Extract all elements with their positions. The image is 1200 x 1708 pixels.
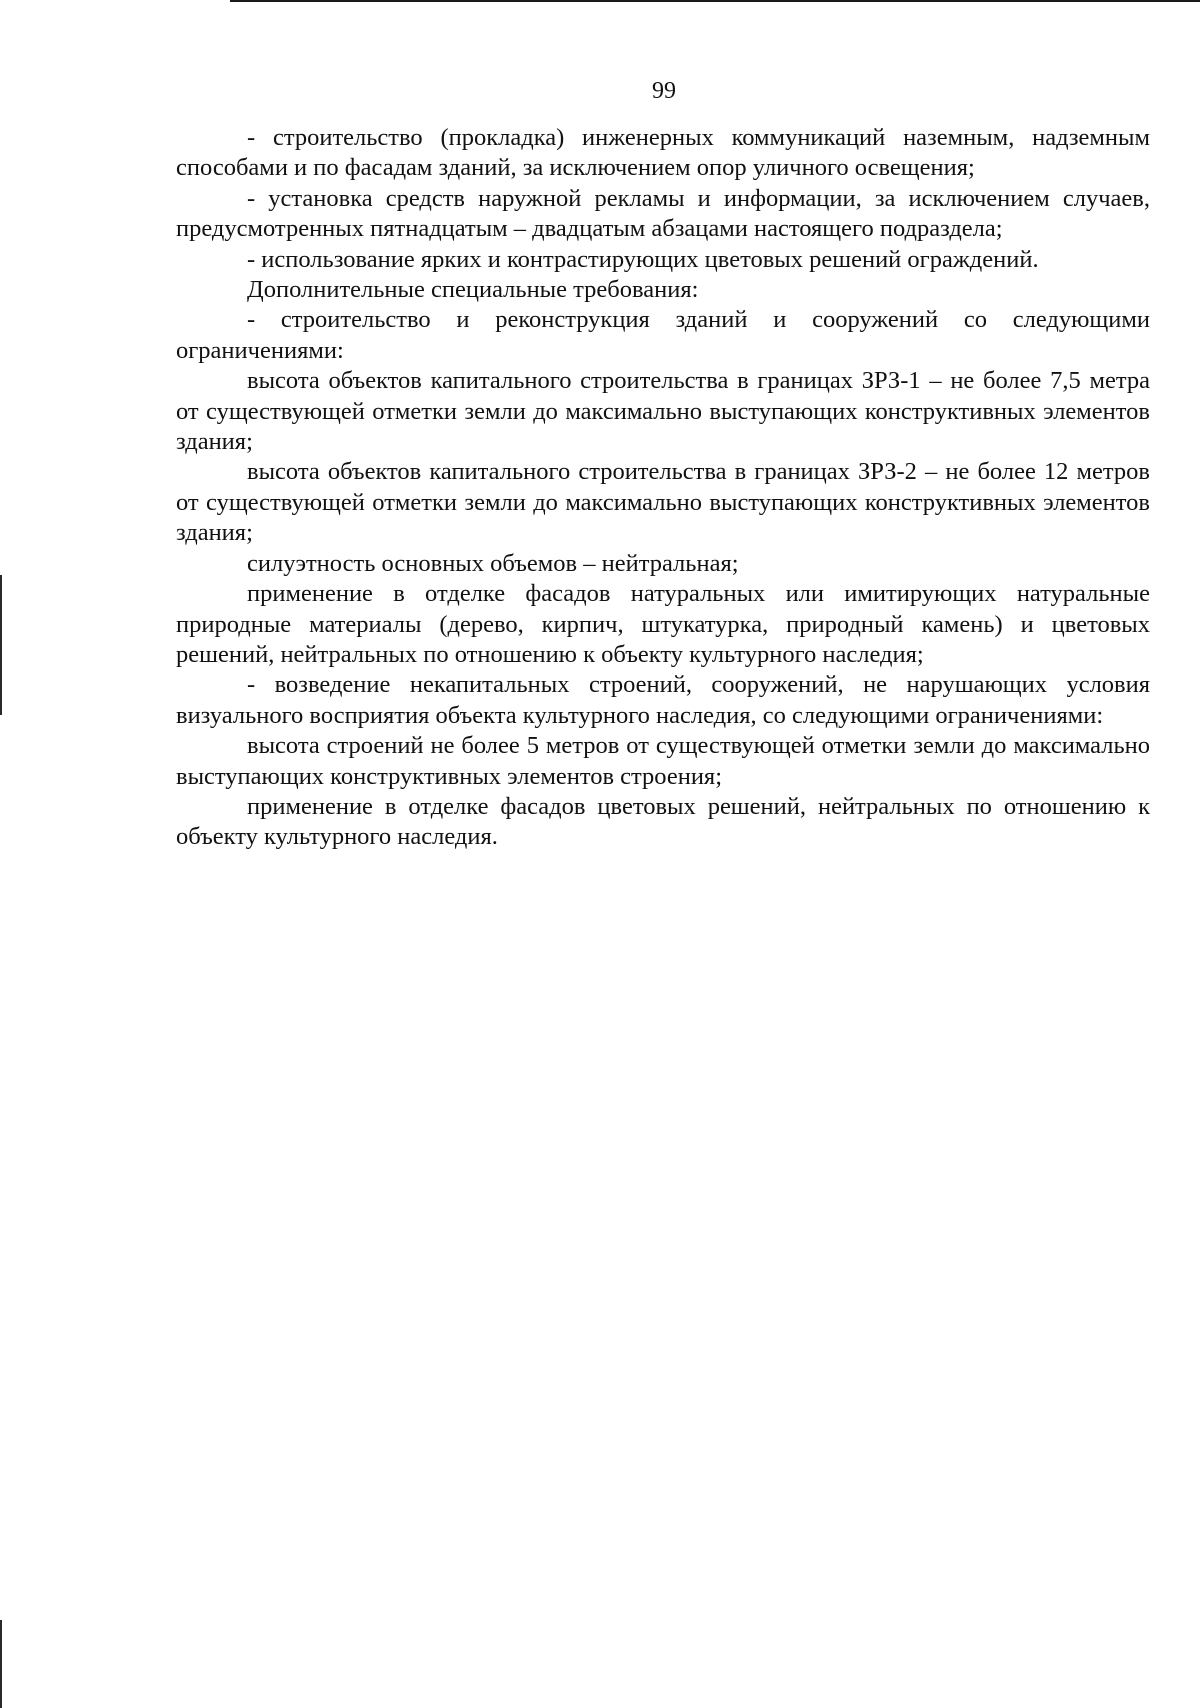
- paragraph-advertising: - установка средств наружной рекламы и информации, за исключением случаев, предусмотренных пятнадцатым – двадцатым абзацами настоящего подраздела;: [176, 184, 1150, 243]
- paragraph-facade-materials: применение в отделке фасадов натуральных или имитирующих натуральные природные материалы (дерево, кирпич, штукатурка, природный камень) и цветовых решений, нейтральных по отношению к объекту культурного наследия;: [176, 580, 1150, 668]
- page-number: 99: [652, 78, 676, 104]
- document-body: [176, 123, 1150, 853]
- scan-edge-left-upper: [0, 575, 2, 715]
- paragraph-non-capital-structures: - возведение некапитальных строений, сооружений, не нарушающих условия визуального восприятия объекта культурного наследия, со следующими ограничениями:: [176, 671, 1150, 729]
- scan-edge-left-lower: [0, 1620, 2, 1708]
- paragraph-height-zrz2: высота объектов капитального строительства в границах ЗРЗ-2 – не более 12 метров от существующей отметки земли до максимально выступающих конструктивных элементов здания;: [176, 458, 1150, 547]
- paragraph-fence-colors: - использование ярких и контрастирующих цветовых решений ограждений.: [247, 245, 1039, 273]
- paragraph-facade-colors: применение в отделке фасадов цветовых решений, нейтральных по отношению к объекту культурного наследия.: [176, 792, 1150, 851]
- paragraph-utilities-construction: - строительство (прокладка) инженерных коммуникаций наземным, надземным способами и по фасадам зданий, за исключением опор уличного освещения;: [176, 124, 1150, 182]
- paragraph-silhouette: силуэтность основных объемов – нейтральная;: [247, 549, 739, 577]
- paragraph-additional-requirements: Дополнительные специальные требования:: [247, 276, 699, 304]
- scan-edge-top: [230, 0, 1200, 2]
- paragraph-structure-height: высота строений не более 5 метров от существующей отметки земли до максимально выступающих конструктивных элементов строения;: [176, 732, 1150, 790]
- paragraph-construction-restrictions: - строительство и реконструкция зданий и сооружений со следующими ограничениями:: [176, 306, 1150, 364]
- paragraph-height-zrz1: высота объектов капитального строительства в границах ЗРЗ-1 – не более 7,5 метра от существующей отметки земли до максимально выступающих конструктивных элементов здания;: [176, 367, 1150, 456]
